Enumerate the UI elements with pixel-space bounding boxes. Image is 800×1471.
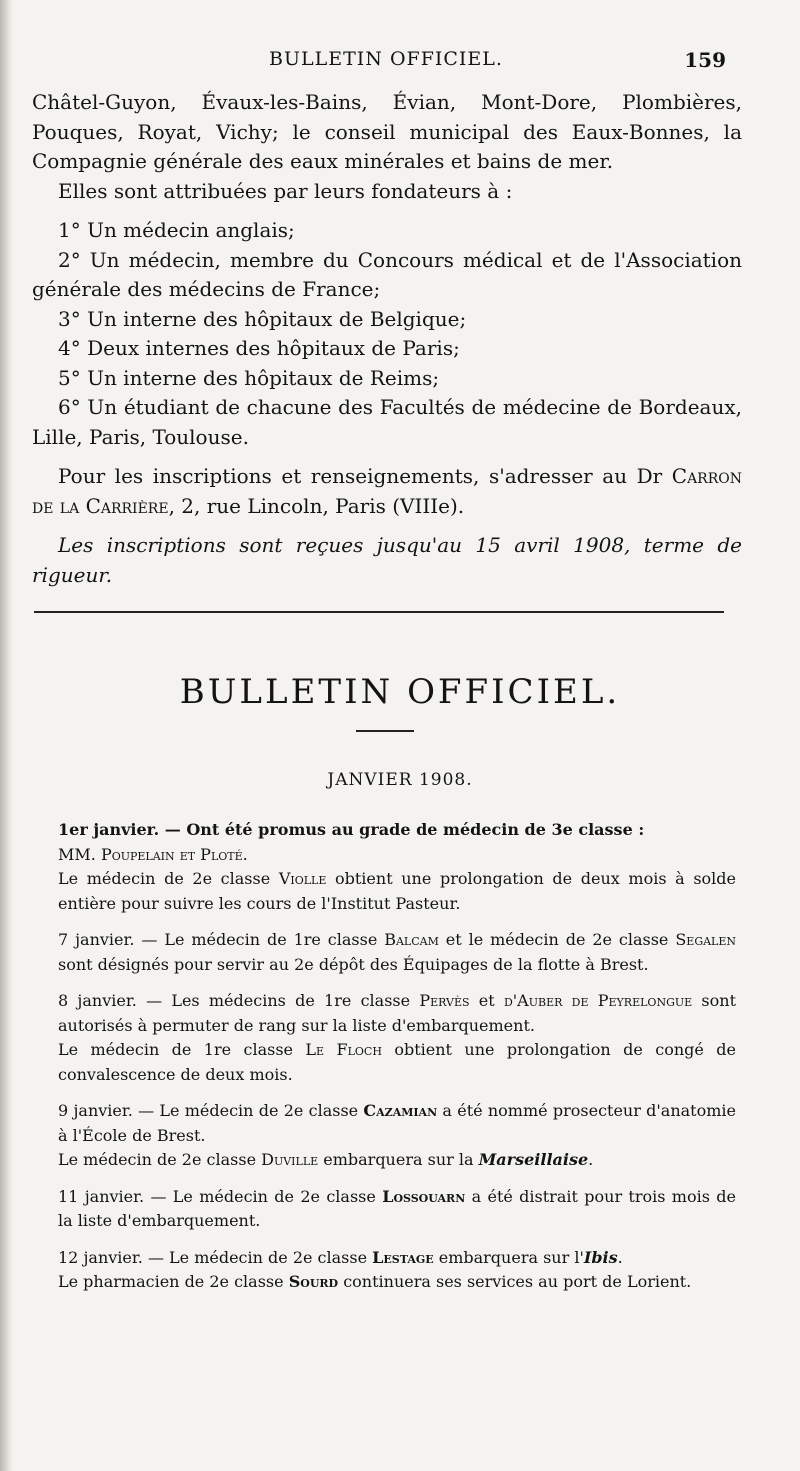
entry-text: embarquera sur la: [318, 1150, 479, 1169]
entry-jan-7: [58, 928, 736, 977]
paragraph-spa-list: Châtel-Guyon, Évaux-les-Bains, Évian, Mont-Dore, Plombières, Pouques, Royat, Vichy; le conseil municipal des Eaux-Bonnes, la Compagnie générale des eaux minérales et bains de mer.: [32, 90, 742, 173]
entry-text: Le médecin de 2e classe: [58, 869, 279, 888]
names-prefix: MM.: [58, 844, 101, 864]
list-item: 5° Un interne des hôpitaux de Reims;: [58, 365, 440, 390]
top-text-block: [32, 88, 742, 590]
contact-name: Carron de la Carrière: [32, 464, 742, 518]
entry-jan-1-violle: [58, 867, 736, 916]
officer-name: Segalen: [675, 930, 737, 949]
entry-text: 11 janvier. — Le médecin de 2e classe: [58, 1186, 383, 1206]
entry-text: embarquera sur l': [433, 1247, 584, 1267]
entry-text: sont désignés pour servir au 2e dépôt des Équipages de la flotte à Brest.: [58, 954, 649, 974]
entry-text: continuera ses services au port de Lorient.: [338, 1272, 692, 1291]
list-item: 4° Deux internes des hôpitaux de Paris;: [58, 336, 460, 360]
officer-name: Duville: [261, 1150, 319, 1169]
officer-name: d'Auber de Peyrelongue: [503, 991, 693, 1010]
entry-jan-11: [58, 1185, 736, 1234]
officer-name: Cazamian: [363, 1101, 438, 1120]
section-title: BULLETIN OFFICIEL.: [179, 672, 621, 712]
entry-text: 9 janvier. — Le médecin de 2e classe: [58, 1101, 364, 1120]
title-underline: [356, 730, 414, 732]
list-item: 6° Un étudiant de chacune des Facultés de médecine de Bordeaux, Lille, Paris, Toulouse.: [32, 395, 742, 449]
entry-text: a été distrait pour trois mois de la liste d'embarquement.: [58, 1186, 736, 1230]
paragraph-attribution: Elles sont attribuées par leurs fondateurs à :: [58, 178, 513, 203]
entry-text: et: [469, 991, 504, 1010]
officer-name: Violle: [278, 869, 327, 888]
entry-text: sont autorisés à permuter de rang sur la liste d'embarquement.: [58, 991, 736, 1035]
entry-jan-8: [58, 989, 736, 1038]
section-divider: [34, 611, 724, 613]
running-title: BULLETIN OFFICIEL.: [269, 48, 503, 70]
officer-name: Pervès: [419, 991, 470, 1010]
page-number: 159: [684, 48, 726, 72]
entry-text: .: [617, 1247, 623, 1267]
entry-jan-12-sourd: [58, 1270, 736, 1295]
officer-name: Balcam: [384, 930, 439, 949]
officer-name: Lossouarn: [382, 1186, 466, 1206]
bulletin-entries: [58, 818, 736, 1295]
running-header: [30, 44, 742, 74]
contact-address: , 2, rue Lincoln, Paris (VIIIe).: [168, 493, 465, 518]
entry-jan-9: [58, 1099, 736, 1148]
entry-text: obtient une prolongation de congé de convalescence de deux mois.: [58, 1040, 736, 1084]
entry-text: Le pharmacien de 2e classe: [58, 1272, 289, 1291]
page-edge-shadow: [0, 0, 14, 1471]
entry-jan-12: [58, 1246, 736, 1271]
entry-text: Le médecin de 2e classe: [58, 1150, 262, 1169]
list-item: 1° Un médecin anglais;: [58, 218, 295, 242]
officer-name: Lestage: [372, 1247, 434, 1267]
entry-text: Le médecin de 1re classe: [58, 1040, 306, 1059]
entry-text: et le médecin de 2e classe: [438, 930, 676, 949]
entry-text: 7 janvier. — Le médecin de 1re classe: [58, 930, 385, 949]
paragraph-inscriptions: [32, 462, 742, 521]
officer-name: Le Floch: [305, 1040, 382, 1059]
ship-name: Marseillaise: [478, 1150, 589, 1169]
entry-text: .: [588, 1150, 594, 1169]
ship-name: Ibis: [583, 1247, 618, 1267]
entry-text: obtient une prolongation de deux mois à solde entière pour suivre les cours de l'Institut Pasteur.: [58, 869, 737, 913]
officer-names: Poupelain et Ploté.: [100, 844, 248, 864]
inscriptions-text: Pour les inscriptions et renseignements, s'adresser au Dr: [58, 464, 672, 488]
entry-jan-8-lefloch: [58, 1038, 736, 1087]
entry-jan-1-names: [58, 843, 736, 868]
entry-text: 12 janvier. — Le médecin de 2e classe: [58, 1247, 373, 1267]
entry-jan-1: 1er janvier. — Ont été promus au grade de médecin de 3e classe :: [58, 820, 645, 839]
entry-text: 8 janvier. — Les médecins de 1re classe: [58, 991, 420, 1010]
section-month: JANVIER 1908.: [327, 770, 473, 790]
entry-text: a été nommé prosecteur d'anatomie à l'École de Brest.: [58, 1101, 736, 1145]
list-item: 2° Un médecin, membre du Concours médical et de l'Association générale des médecins de France;: [32, 247, 742, 301]
list-item: 3° Un interne des hôpitaux de Belgique;: [58, 306, 467, 331]
paragraph-deadline: Les inscriptions sont reçues jusqu'au 15 avril 1908, terme de rigueur.: [32, 533, 742, 587]
officer-name: Sourd: [288, 1272, 339, 1291]
entry-jan-9-duville: [58, 1148, 736, 1173]
